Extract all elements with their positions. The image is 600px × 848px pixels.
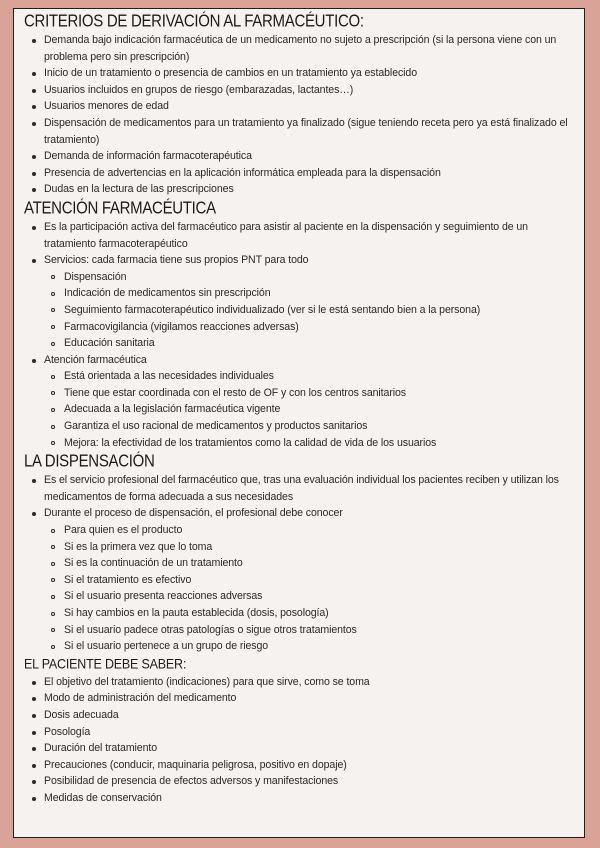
list-item: Usuarios menores de edad bbox=[24, 98, 570, 115]
sublist-item: Está orientada a las necesidades individuales bbox=[44, 368, 570, 385]
list-item: Demanda bajo indicación farmacéutica de un medicamento no sujeto a prescripción (si la persona viene con un problema pero sin prescripción) bbox=[24, 32, 570, 65]
list-item-know bbox=[24, 505, 570, 654]
list-item: Presencia de advertencias en la aplicación informática empleada para la dispensación bbox=[24, 165, 570, 182]
list-item: Medidas de conservación bbox=[24, 790, 570, 807]
sublist-item: Si hay cambios en la pauta establecida (dosis, posología) bbox=[44, 605, 570, 622]
sublist-item: Indicación de medicamentos sin prescripción bbox=[44, 285, 570, 302]
list-item: El objetivo del tratamiento (indicaciones) para que sirve, como se toma bbox=[24, 674, 570, 691]
sublist-item: Dispensación bbox=[44, 269, 570, 286]
section-title-dispensing: LA DISPENSACIÓN bbox=[24, 451, 155, 472]
sublist-item: Si es la primera vez que lo toma bbox=[44, 539, 570, 556]
dispensing-list bbox=[24, 472, 570, 655]
list-item-label: Durante el proceso de dispensación, el profesional debe conocer bbox=[44, 507, 343, 520]
sublist-item: Si el usuario presenta reacciones adversas bbox=[44, 588, 570, 605]
list-item: Es la participación activa del farmacéutico para asistir al paciente en la dispensación y seguimiento de un tratamiento farmacoterapéutico bbox=[24, 219, 570, 252]
list-item: Es el servicio profesional del farmacéutico que, tras una evaluación individual los pacientes reciben y utilizan los medicamentos de forma adecuada a sus necesidades bbox=[24, 472, 570, 505]
list-item: Dispensación de medicamentos para un tratamiento ya finalizado (sigue teniendo receta pero ya está finalizado el tratamiento) bbox=[24, 115, 570, 148]
sublist-item: Adecuada a la legislación farmacéutica vigente bbox=[44, 401, 570, 418]
sublist-item: Si el usuario padece otras patologías o sigue otros tratamientos bbox=[44, 622, 570, 639]
derivation-list bbox=[24, 32, 570, 198]
section-title-derivation: CRITERIOS DE DERIVACIÓN AL FARMACÉUTICO: bbox=[24, 11, 364, 32]
list-item: Dudas en la lectura de las prescripciones bbox=[24, 181, 570, 198]
list-item: Posología bbox=[24, 724, 570, 741]
list-item: Inicio de un tratamiento o presencia de cambios en un tratamiento ya establecido bbox=[24, 65, 570, 82]
sublist-item: Educación sanitaria bbox=[44, 335, 570, 352]
sublist-item: Si es la continuación de un tratamiento bbox=[44, 555, 570, 572]
sublist-item: Si el usuario pertenece a un grupo de riesgo bbox=[44, 638, 570, 655]
patient-know-list bbox=[24, 674, 570, 807]
list-item: Posibilidad de presencia de efectos adversos y manifestaciones bbox=[24, 773, 570, 790]
list-item: Duración del tratamiento bbox=[24, 740, 570, 757]
section-title-pharma-care: ATENCIÓN FARMACÉUTICA bbox=[24, 198, 216, 219]
notes-card bbox=[13, 8, 585, 838]
list-item: Modo de administración del medicamento bbox=[24, 690, 570, 707]
sublist-item: Garantiza el uso racional de medicamentos y productos sanitarios bbox=[44, 418, 570, 435]
attention-sublist bbox=[44, 368, 570, 451]
know-sublist bbox=[44, 522, 570, 655]
list-item-label: Atención farmacéutica bbox=[44, 353, 147, 366]
sublist-item: Si el tratamiento es efectivo bbox=[44, 572, 570, 589]
sublist-item: Para quien es el producto bbox=[44, 522, 570, 539]
sublist-item: Farmacovigilancia (vigilamos reacciones adversas) bbox=[44, 319, 570, 336]
sublist-item: Tiene que estar coordinada con el resto de OF y con los centros sanitarios bbox=[44, 385, 570, 402]
list-item-label: Servicios: cada farmacia tiene sus propios PNT para todo bbox=[44, 254, 309, 267]
list-item: Dosis adecuada bbox=[24, 707, 570, 724]
sublist-item: Seguimiento farmacoterapéutico individualizado (ver si le está sentando bien a la persona) bbox=[44, 302, 570, 319]
list-item-services bbox=[24, 252, 570, 352]
services-sublist bbox=[44, 269, 570, 352]
sublist-item: Mejora: la efectividad de los tratamientos como la calidad de vida de los usuarios bbox=[44, 435, 570, 452]
list-item: Precauciones (conducir, maquinaria peligrosa, positivo en dopaje) bbox=[24, 757, 570, 774]
pharma-care-list bbox=[24, 219, 570, 451]
section-title-patient-should-know: EL PACIENTE DEBE SABER: bbox=[24, 656, 187, 672]
list-item-attention bbox=[24, 352, 570, 452]
list-item: Demanda de información farmacoterapéutica bbox=[24, 148, 570, 165]
list-item: Usuarios incluidos en grupos de riesgo (embarazadas, lactantes…) bbox=[24, 82, 570, 99]
